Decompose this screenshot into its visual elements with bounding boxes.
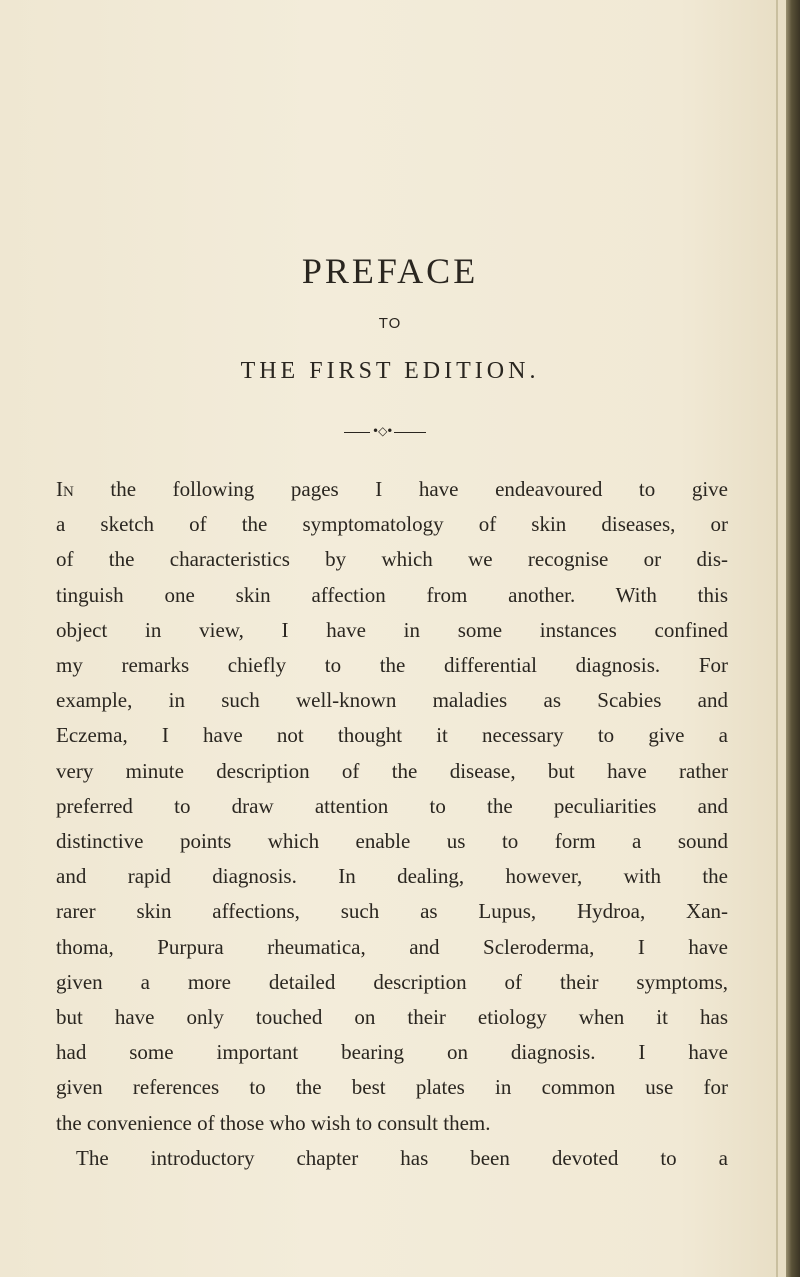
ornament-rule-right <box>394 432 426 433</box>
paragraph-line: given a more detailed description of their symptoms, <box>56 969 728 994</box>
paragraph-line: but have only touched on their etiology when it has <box>56 1005 728 1030</box>
paragraph-line: preferred to draw attention to the peculiarities and <box>56 793 728 818</box>
ornament-glyph: •◇• <box>372 424 393 438</box>
paragraph-line: my remarks chiefly to the differential diagnosis. For <box>56 653 728 678</box>
paragraph-line: Eczema, I have not thought it necessary to give a <box>56 723 728 748</box>
paragraph-line: thoma, Purpura rheumatica, and Scleroderma, I have <box>56 934 728 959</box>
page-subtitle: THE FIRST EDITION. <box>240 358 540 384</box>
ornament-rule-left <box>344 432 370 433</box>
paragraph-line: given references to the best plates in common use for <box>56 1075 728 1100</box>
paragraph-line: had some important bearing on diagnosis. I have <box>56 1040 728 1065</box>
paragraph-line: rarer skin affections, such as Lupus, Hydroa, Xan- <box>56 899 728 924</box>
paragraph-line: tinguish one skin affection from another. With this <box>56 582 728 607</box>
page-edge-line <box>776 0 778 1277</box>
paragraph-line: very minute description of the disease, but have rather <box>56 758 728 783</box>
title-connector: TO <box>378 315 402 332</box>
paragraph-line: and rapid diagnosis. In dealing, however, with the <box>56 864 728 889</box>
lead-word: In <box>56 477 74 501</box>
preface-paragraph <box>56 472 728 1176</box>
paragraph-line: of the characteristics by which we recognise or dis- <box>56 547 728 572</box>
book-spine-edge <box>786 0 800 1277</box>
divider-ornament <box>344 424 426 438</box>
paragraph-line: object in view, I have in some instances confined <box>56 617 728 642</box>
paragraph-line: the convenience of those who wish to consult them. <box>56 1110 491 1135</box>
paragraph-line: distinctive points which enable us to form a sound <box>56 829 728 854</box>
paragraph-line: In the following pages I have endeavoured to give <box>56 477 728 501</box>
page-title: PREFACE <box>301 251 479 291</box>
paragraph-line: example, in such well-known maladies as Scabies and <box>56 688 728 713</box>
paragraph-line: a sketch of the symptomatology of skin diseases, or <box>56 512 728 537</box>
paragraph-line: The introductory chapter has been devoted to a <box>76 1145 728 1170</box>
